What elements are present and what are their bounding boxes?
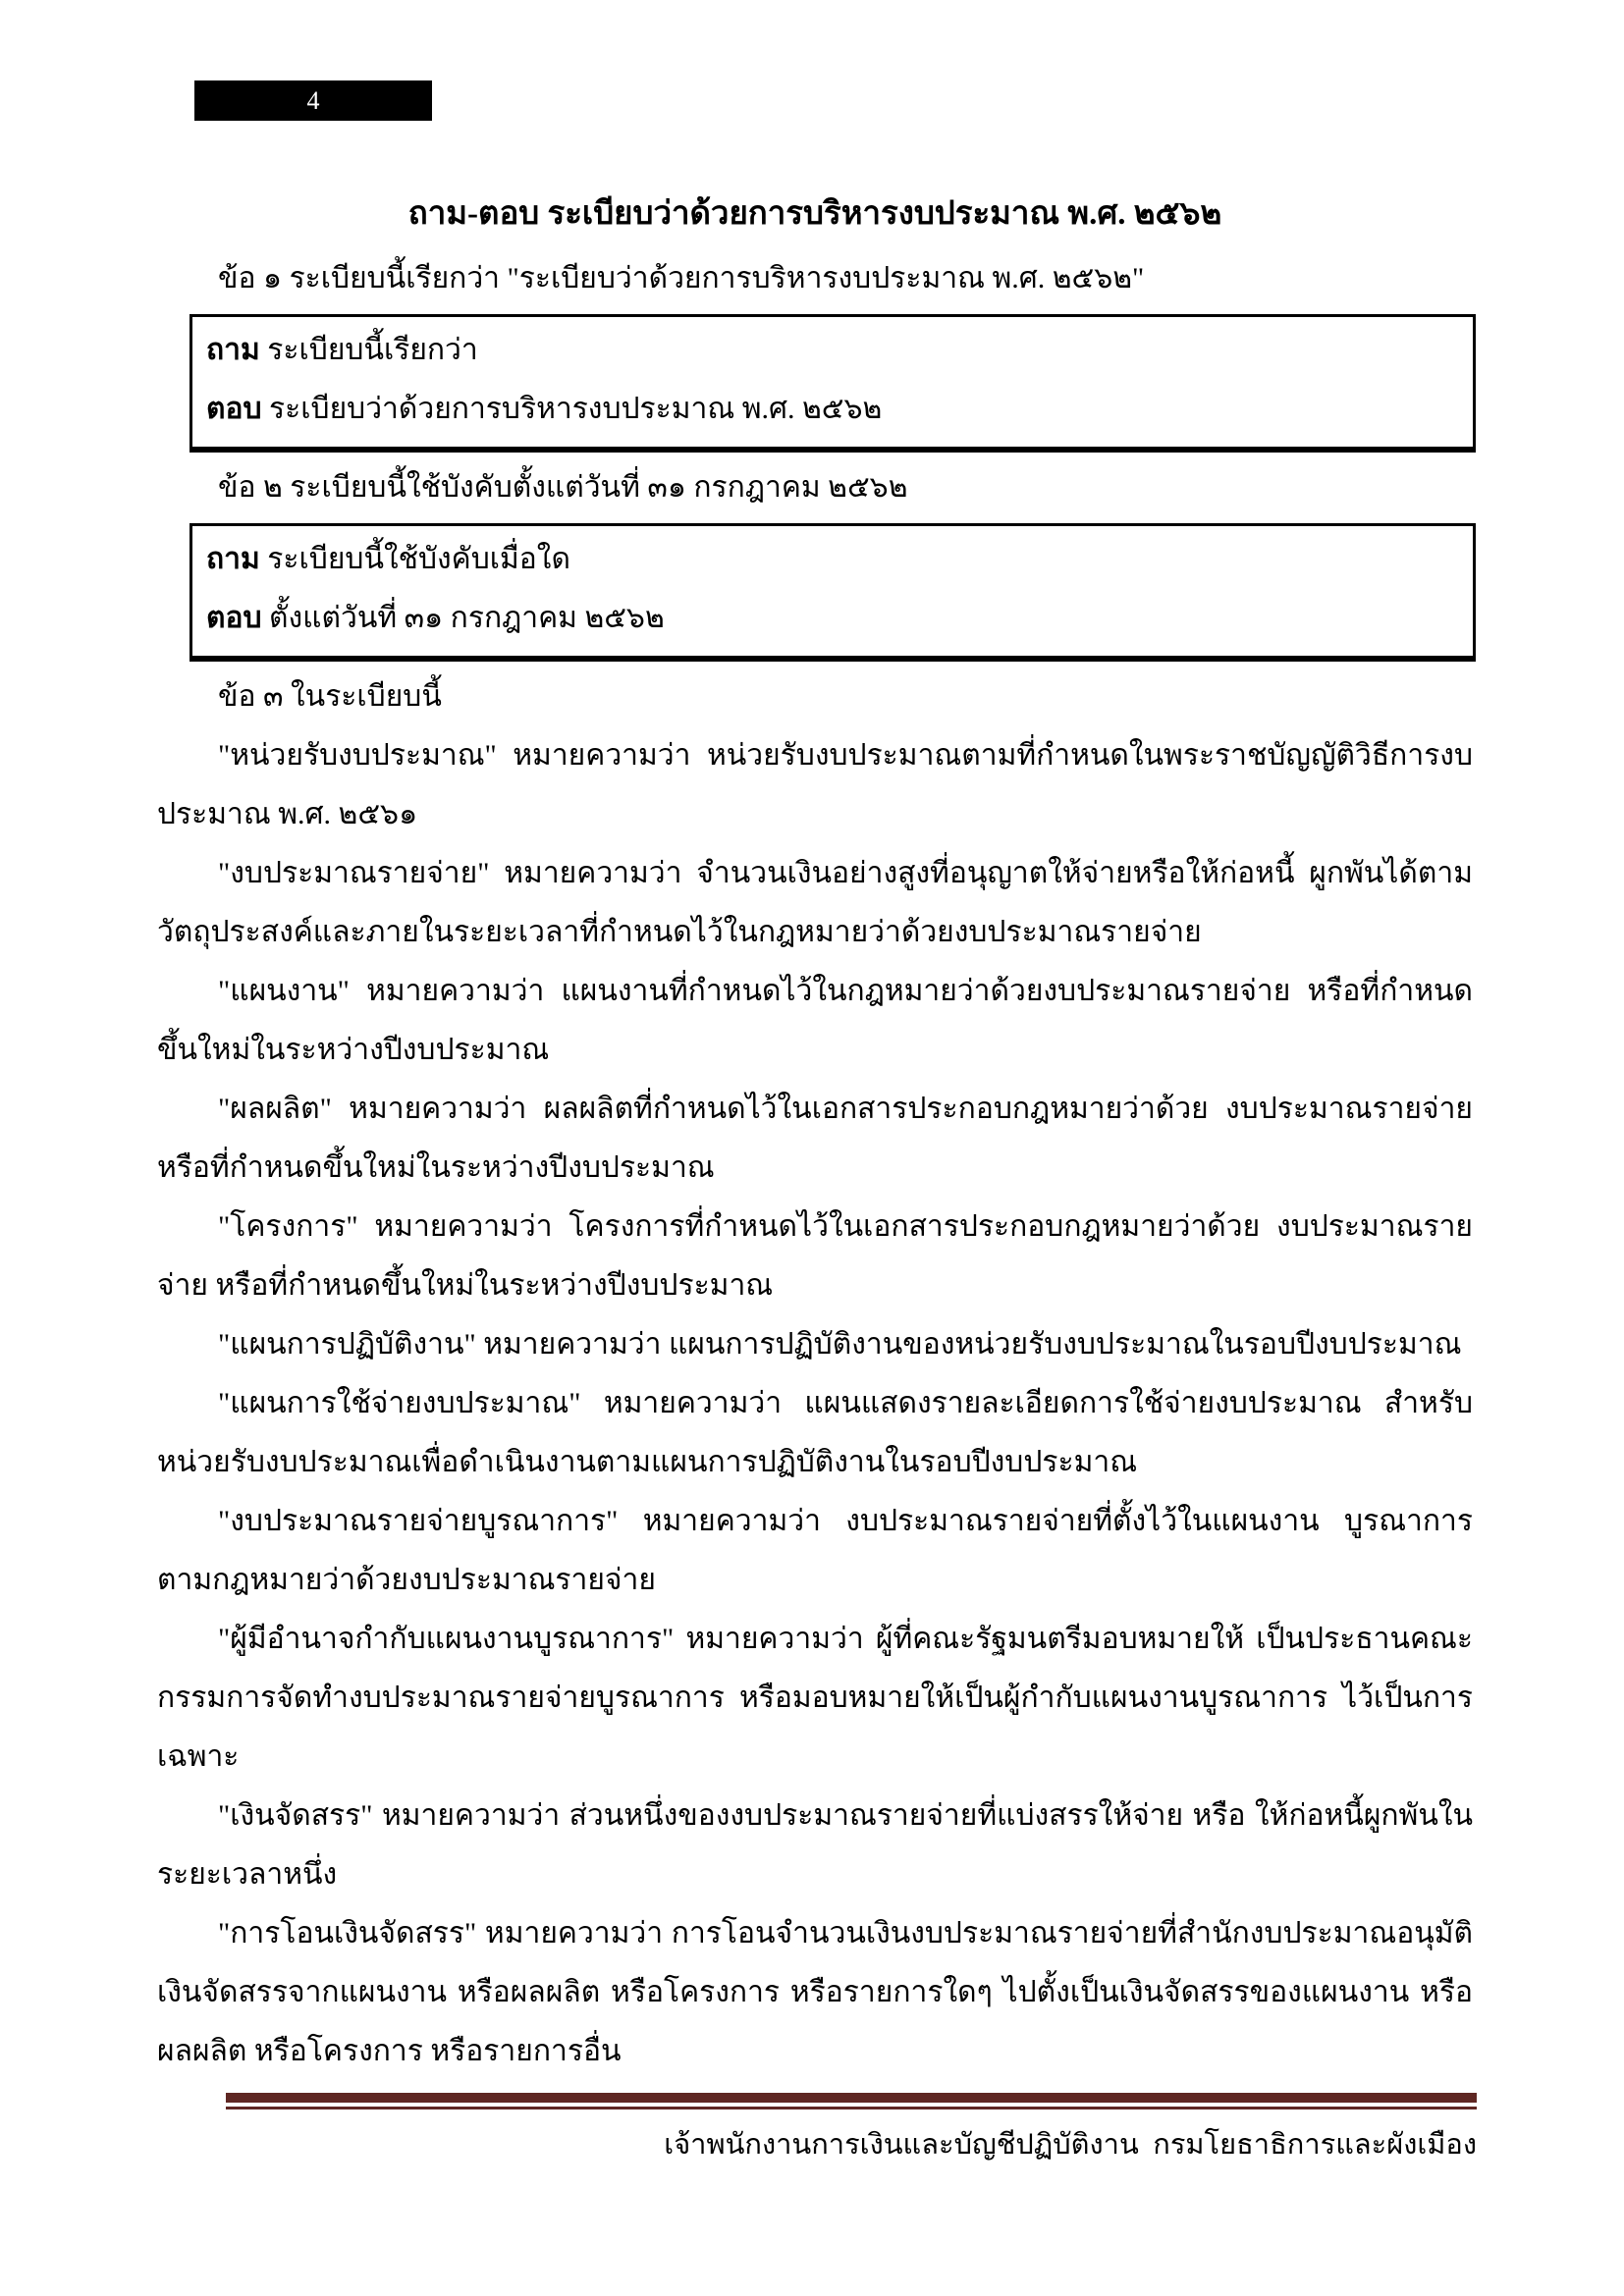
question-label: ถาม <box>206 334 260 366</box>
definition-integrated-expenditure-budget: "งบประมาณรายจ่ายบูรณาการ" หมายความว่า งบประมาณรายจ่ายที่ตั้งไว้ในแผนงาน บูรณาการตามกฎหมายว่าด้วยงบประมาณรายจ่าย <box>157 1505 1473 1596</box>
page-number-box <box>194 80 432 121</box>
clause-2: ข้อ ๒ ระเบียบนี้ใช้บังคับตั้งแต่วันที่ ๓๑ กรกฎาคม ๒๕๖๒ <box>218 471 908 504</box>
document-content <box>157 192 1473 2081</box>
clause-3: ข้อ ๓ ในระเบียบนี้ <box>218 680 442 713</box>
answer-label: ตอบ <box>206 393 262 425</box>
definition-plan: "แผนงาน" หมายความว่า แผนงานที่กำหนดไว้ในกฎหมายว่าด้วยงบประมาณรายจ่าย หรือที่กำหนดขึ้นใหม่ในระหว่างปีงบประมาณ <box>157 975 1473 1066</box>
qa-box-1-answer <box>206 380 1461 439</box>
qa-box-1-question <box>206 321 1461 380</box>
definition-budget-spending-plan: "แผนการใช้จ่ายงบประมาณ" หมายความว่า แผนแสดงรายละเอียดการใช้จ่ายงบประมาณ สำหรับหน่วยรับงบประมาณเพื่อดำเนินงานตามแผนการปฏิบัติงานในรอบปีงบประมาณ <box>157 1387 1473 1478</box>
definition-output: "ผลผลิต" หมายความว่า ผลผลิตที่กำหนดไว้ในเอกสารประกอบกฎหมายว่าด้วย งบประมาณรายจ่าย หรือที่กำหนดขึ้นใหม่ในระหว่างปีงบประมาณ <box>157 1093 1473 1184</box>
clause-1: ข้อ ๑ ระเบียบนี้เรียกว่า "ระเบียบว่าด้วยการบริหารงบประมาณ พ.ศ. ๒๕๖๒" <box>218 262 1145 294</box>
document-title: ถาม-ตอบ ระเบียบว่าด้วยการบริหารงบประมาณ พ.ศ. ๒๕๖๒ <box>407 196 1222 232</box>
footer-credit: เจ้าพนักงานการเงินและบัญชีปฏิบัติงาน กรมโยธาธิการและผังเมือง <box>664 2129 1477 2161</box>
answer-label: ตอบ <box>206 602 262 634</box>
answer-text: ตั้งแต่วันที่ ๓๑ กรกฎาคม ๒๕๖๒ <box>261 602 665 634</box>
definition-allocation-transfer: "การโอนเงินจัดสรร" หมายความว่า การโอนจำนวนเงินงบประมาณรายจ่ายที่สำนักงบประมาณอนุมัติเงินจัดสรรจากแผนงาน หรือผลผลิต หรือโครงการ หรือรายการใดๆ ไปตั้งเป็นเงินจัดสรรของแผนงาน หรือผลผลิต หรือโครงการ หรือรายการอื่น <box>157 1917 1473 2067</box>
qa-box-2 <box>189 523 1476 662</box>
qa-box-1 <box>189 314 1476 453</box>
question-text: ระเบียบนี้ใช้บังคับเมื่อใด <box>259 543 570 575</box>
answer-text: ระเบียบว่าด้วยการบริหารงบประมาณ พ.ศ. ๒๕๖๒ <box>261 393 883 425</box>
footer-rule-thin <box>226 2107 1477 2109</box>
page-number: 4 <box>306 85 320 115</box>
definition-budget-receiving-agency: "หน่วยรับงบประมาณ" หมายความว่า หน่วยรับงบประมาณตามที่กำหนดในพระราชบัญญัติวิธีการงบประมาณ พ.ศ. ๒๕๖๑ <box>157 739 1473 830</box>
definition-project: "โครงการ" หมายความว่า โครงการที่กำหนดไว้ในเอกสารประกอบกฎหมายว่าด้วย งบประมาณรายจ่าย หรือที่กำหนดขึ้นใหม่ในระหว่างปีงบประมาณ <box>157 1210 1473 1302</box>
question-label: ถาม <box>206 543 260 575</box>
question-text: ระเบียบนี้เรียกว่า <box>259 334 478 366</box>
definition-expenditure-budget: "งบประมาณรายจ่าย" หมายความว่า จำนวนเงินอย่างสูงที่อนุญาตให้จ่ายหรือให้ก่อหนี้ ผูกพันได้ตามวัตถุประสงค์และภายในระยะเวลาที่กำหนดไว้ในกฎหมายว่าด้วยงบประมาณรายจ่าย <box>157 857 1473 948</box>
footer-rule-thick <box>226 2093 1477 2103</box>
qa-box-2-answer <box>206 589 1461 648</box>
definition-operation-plan: "แผนการปฏิบัติงาน" หมายความว่า แผนการปฏิบัติงานของหน่วยรับงบประมาณในรอบปีงบประมาณ <box>218 1328 1462 1361</box>
definition-allocated-funds: "เงินจัดสรร" หมายความว่า ส่วนหนึ่งของงบประมาณรายจ่ายที่แบ่งสรรให้จ่าย หรือ ให้ก่อหนี้ผูกพันในระยะเวลาหนึ่ง <box>157 1799 1473 1891</box>
qa-box-2-question <box>206 530 1461 589</box>
definition-integrated-plan-supervisor: "ผู้มีอำนาจกำกับแผนงานบูรณาการ" หมายความว่า ผู้ที่คณะรัฐมนตรีมอบหมายให้ เป็นประธานคณะกรรมการจัดทำงบประมาณรายจ่ายบูรณาการ หรือมอบหมายให้เป็นผู้กำกับแผนงานบูรณาการ ไว้เป็นการเฉพาะ <box>157 1623 1473 1773</box>
